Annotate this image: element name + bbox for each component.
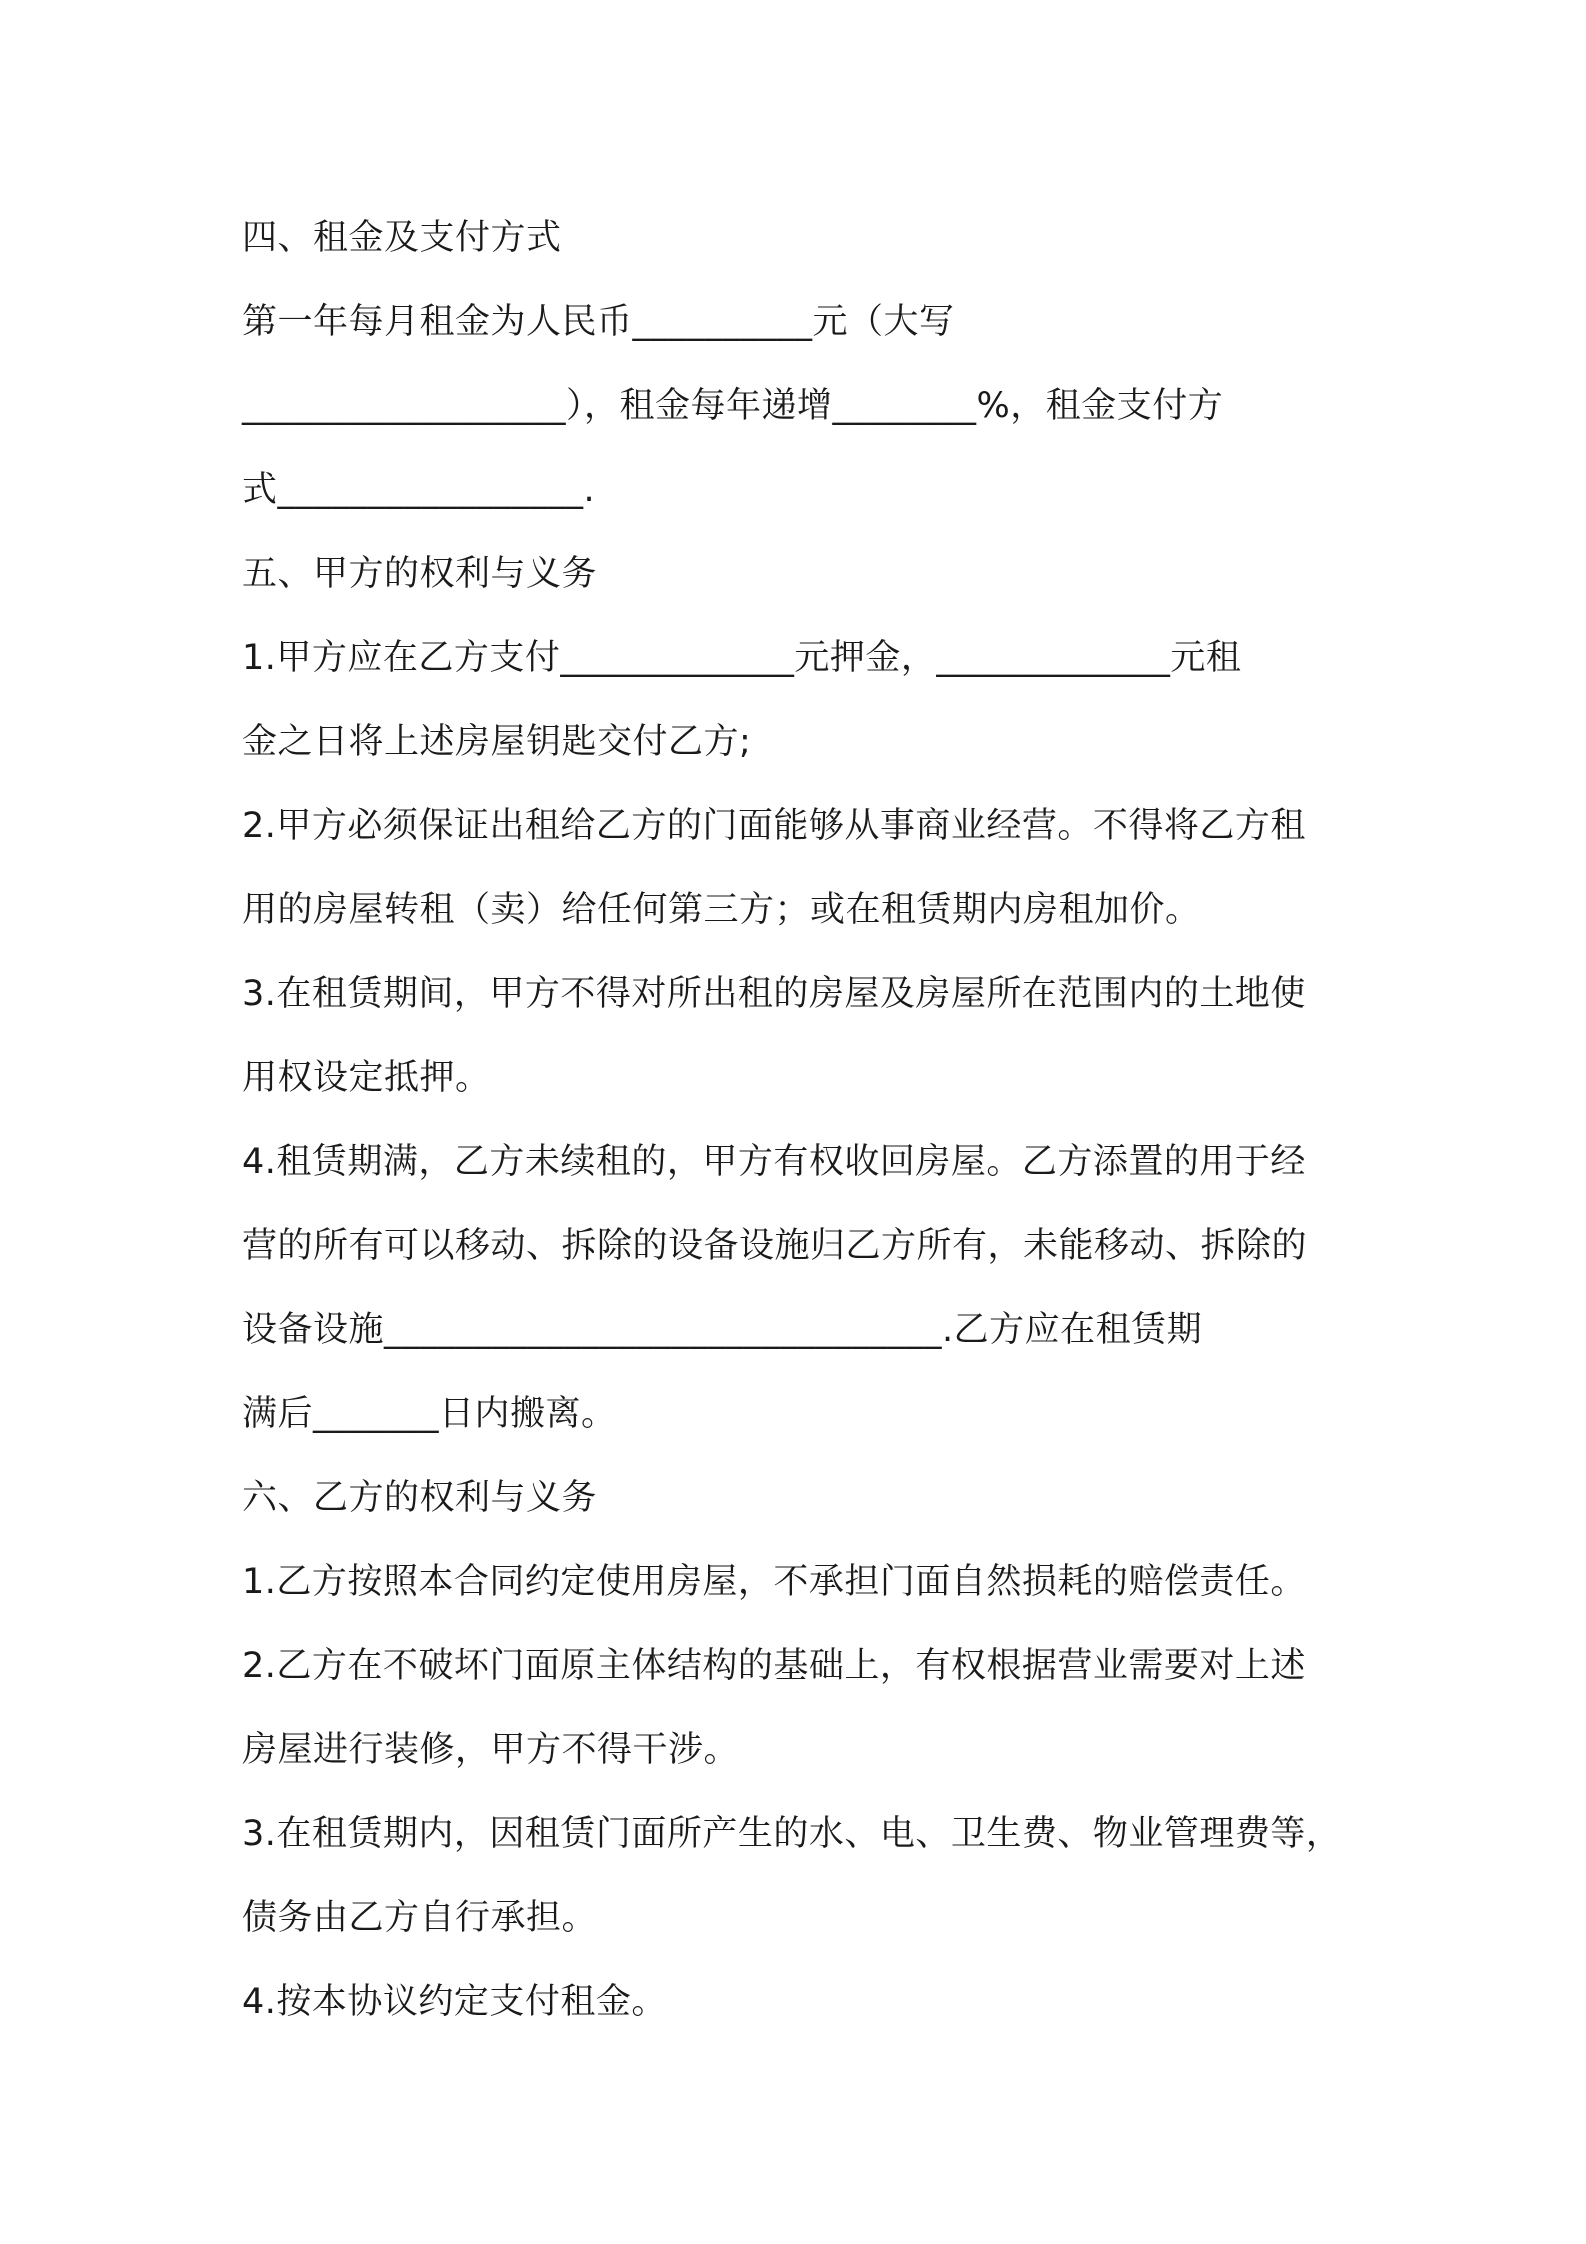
- paragraph-line: 房屋进行装修，甲方不得干涉。: [242, 1730, 740, 1770]
- paragraph-line: 债务由乙方自行承担。: [242, 1898, 598, 1938]
- paragraph-line: 2.甲方必须保证出租给乙方的门面能够从事商业经营。不得将乙方租: [242, 806, 1306, 846]
- paragraph-line: 用权设定抵押。: [242, 1058, 491, 1098]
- paragraph-line: 用的房屋转租（卖）给任何第三方；或在租赁期内房租加价。: [242, 890, 1201, 930]
- paragraph-line: 金之日将上述房屋钥匙交付乙方;: [242, 722, 752, 762]
- paragraph-line: 设备设施_______________________________.乙方应在租赁期: [242, 1310, 1203, 1350]
- paragraph-line: 式_________________.: [242, 470, 596, 510]
- section-heading-party-a-rights: 五、甲方的权利与义务: [242, 554, 598, 594]
- paragraph-line: 3.在租赁期间，甲方不得对所出租的房屋及房屋所在范围内的土地使: [242, 974, 1306, 1014]
- contract-text: [242, 196, 1372, 2044]
- paragraph-line: 4.按本协议约定支付租金。: [242, 1982, 667, 2022]
- paragraph-line: 第一年每月租金为人民币__________元（大写: [242, 302, 955, 342]
- paragraph-line: 1.乙方按照本合同约定使用房屋，不承担门面自然损耗的赔偿责任。: [242, 1562, 1306, 1602]
- section-heading-rent-payment: 四、租金及支付方式: [242, 218, 562, 258]
- paragraph-line: 满后_______日内搬离。: [242, 1394, 617, 1434]
- paragraph-line: 2.乙方在不破坏门面原主体结构的基础上，有权根据营业需要对上述: [242, 1646, 1306, 1686]
- paragraph-line: 1.甲方应在乙方支付_____________元押金，_____________元租: [242, 638, 1242, 678]
- paragraph-line: 4.租赁期满，乙方未续租的，甲方有权收回房屋。乙方添置的用于经: [242, 1142, 1306, 1182]
- paragraph-line: 3.在租赁期内，因租赁门面所产生的水、电、卫生费、物业管理费等，: [242, 1814, 1342, 1854]
- section-heading-party-b-rights: 六、乙方的权利与义务: [242, 1478, 598, 1518]
- paragraph-line: __________________），租金每年递增________%，租金支付方: [242, 386, 1224, 426]
- paragraph-line: 营的所有可以移动、拆除的设备设施归乙方所有，未能移动、拆除的: [242, 1226, 1308, 1266]
